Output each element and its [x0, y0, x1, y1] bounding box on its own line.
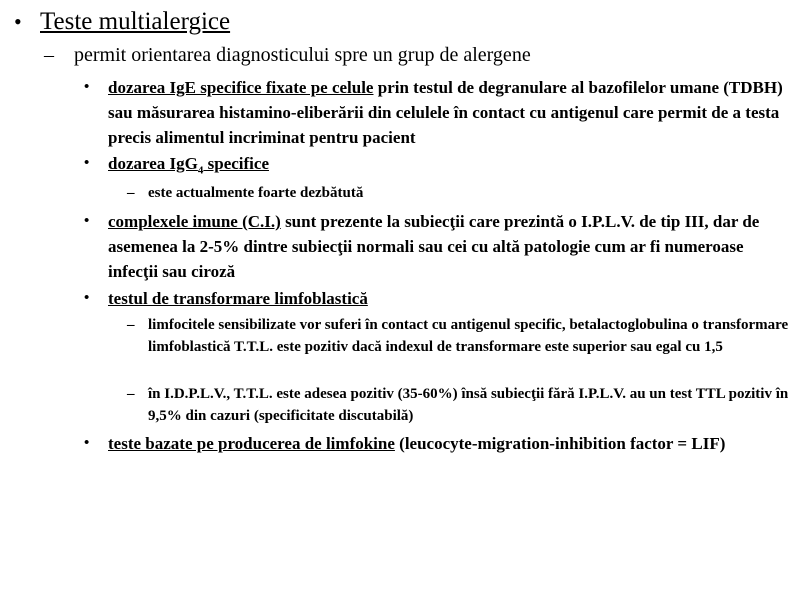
item-rest: prin testul de degranulare al bazofilelor umane (TDBH) sau măsurarea histamino-eliberării din celulele în contact cu antigenul care permit de a testa precis alimentul incriminat pentru pacient [108, 78, 783, 147]
item-text [108, 431, 796, 456]
slide-subtitle: permit orientarea diagnosticului spre un grup de alergene [74, 44, 531, 66]
bullet-icon: • [84, 290, 90, 306]
item-term [108, 151, 796, 183]
list-item [84, 75, 796, 150]
dash-icon: – [127, 185, 135, 201]
list-item [84, 209, 796, 284]
bullet-icon: • [84, 79, 90, 95]
item-term: teste bazate pe producerea de limfokine [108, 434, 395, 453]
sub-list-item [127, 182, 795, 204]
dash-icon: – [44, 44, 54, 66]
bullet-icon: • [14, 9, 22, 34]
item-rest: sunt prezente la subiecţii care prezintă o I.P.L.V. de tip III, dar de asemenea la 2-5% dintre subiecţii normali sau cei cu altă patologie cum ar fi numeroase infecţii sau ciroză [108, 212, 760, 281]
subtitle-row [44, 43, 531, 68]
dash-icon: – [127, 317, 135, 333]
item-text [108, 75, 796, 150]
slide-title: Teste multialergice [40, 8, 231, 35]
list-item [84, 431, 796, 456]
item-term: testul de transformare limfoblastică [108, 289, 368, 308]
item-term-subscript: 4 [197, 164, 204, 177]
sub-item-text: este actualmente foarte dezbătută [148, 185, 364, 201]
list-item [84, 286, 796, 311]
title-row [14, 6, 230, 37]
sub-item-text: limfocitele sensibilizate vor suferi în contact cu antigenul specific, betalactoglobulina o transformare limfoblastică T.T.L. este pozitiv dacă indexul de transformare este superior sau egal cu 1,5 [148, 317, 789, 355]
bullet-icon: • [84, 213, 90, 229]
item-term-after: specifice [203, 154, 269, 173]
item-term-main: dozarea IgG [108, 154, 198, 173]
sub-list-item [127, 383, 795, 427]
bullet-icon: • [84, 155, 90, 171]
sub-item-text: în I.D.P.L.V., T.T.L. este adesea pozitiv (35-60%) însă subiecţii fără I.P.L.V. au un test TTL pozitiv în 9,5% din cazuri (specificitate discutabilă) [148, 386, 789, 424]
item-term: complexele imune (C.I.) [108, 212, 281, 231]
item-rest: (leucocyte-migration-inhibition factor = LIF) [394, 434, 726, 453]
dash-icon: – [127, 386, 135, 402]
list-item [84, 151, 796, 183]
sub-list-item [127, 314, 795, 358]
item-text [108, 209, 796, 284]
bullet-icon: • [84, 435, 90, 451]
item-term: dozarea IgE specifice fixate pe celule [108, 78, 374, 97]
